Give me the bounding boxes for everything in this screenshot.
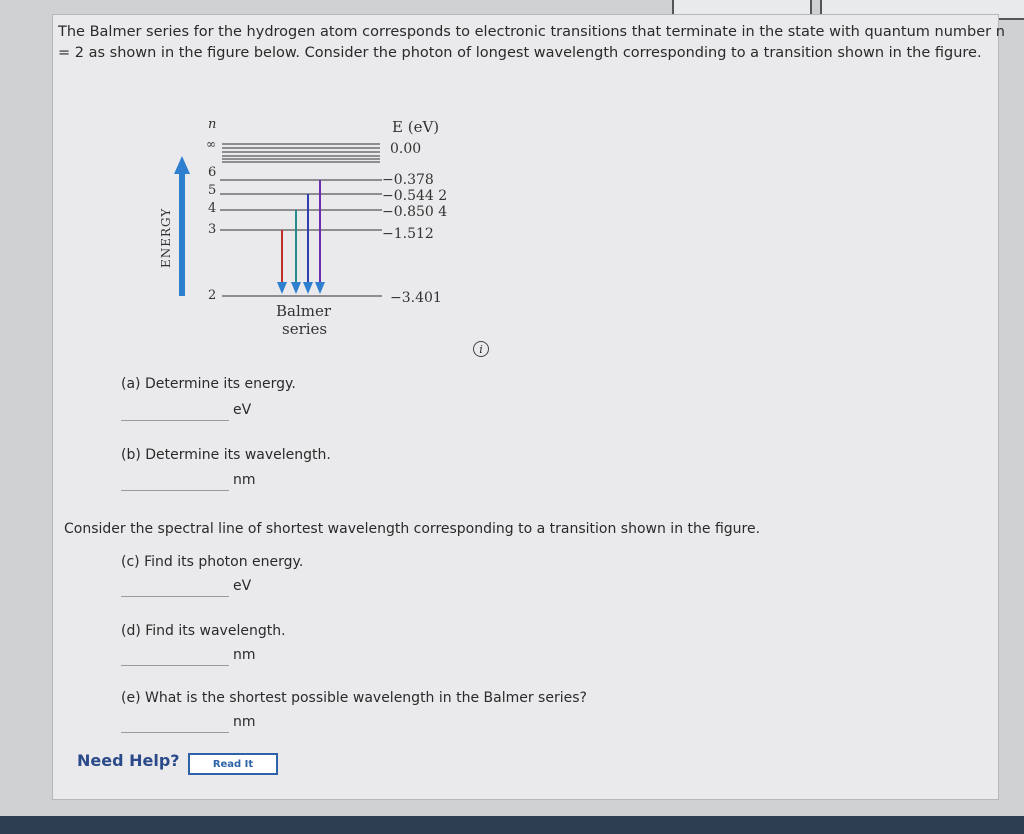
series-label-line1: Balmer: [276, 302, 332, 320]
problem-statement: The Balmer series for the hydrogen atom corresponds to electronic transitions that terminate in the state with quantum number n = 2 as shown in the figure below. Consider the photon of longest wavelength corresponding to a transition shown in the figure.: [58, 24, 1005, 61]
level-n-label: 4: [208, 201, 217, 216]
n-header: n: [208, 117, 217, 132]
answer-d-unit: nm: [233, 647, 256, 663]
answer-a-unit: eV: [233, 402, 252, 418]
transition-6-to-2: [315, 180, 325, 294]
series-label-line2: series: [282, 320, 328, 338]
answer-c-unit: eV: [233, 578, 252, 594]
energy-axis-arrowhead: [174, 156, 190, 174]
info-icon[interactable]: i: [473, 341, 489, 357]
question-a: (a) Determine its energy.: [121, 376, 296, 392]
energy-level-diagram: [150, 108, 480, 348]
level-n-label: 5: [208, 183, 217, 198]
shortest-wavelength-prompt: Consider the spectral line of shortest wavelength corresponding to a transition shown in the figure.: [64, 521, 761, 537]
read-it-button[interactable]: Read It: [188, 753, 278, 775]
level-infinity: [206, 137, 421, 162]
level-e-label: −0.850 4: [382, 204, 448, 220]
level-e-label: 0.00: [390, 141, 422, 157]
answer-b-unit: nm: [233, 472, 256, 488]
transition-4-to-2: [291, 210, 301, 294]
level-n-label: 6: [208, 165, 217, 180]
answer-b-input[interactable]: [121, 470, 229, 491]
transition-5-to-2: [303, 194, 313, 294]
question-b: (b) Determine its wavelength.: [121, 447, 331, 463]
level-n-label: ∞: [206, 137, 216, 151]
level-e-label: −3.401: [390, 290, 442, 306]
energy-axis-label: ENERGY: [159, 207, 173, 268]
level-4: [208, 201, 447, 220]
level-e-label: −0.544 2: [382, 188, 448, 204]
level-e-label: −1.512: [382, 226, 434, 242]
answer-d-input[interactable]: [121, 645, 229, 666]
question-e: (e) What is the shortest possible wavelength in the Balmer series?: [121, 690, 587, 706]
level-n-label: 3: [208, 222, 217, 237]
energy-header: E (eV): [392, 118, 440, 136]
answer-e-unit: nm: [233, 714, 256, 730]
answer-e-input[interactable]: [121, 712, 229, 733]
question-c: (c) Find its photon energy.: [121, 554, 304, 570]
answer-a-input[interactable]: [121, 400, 229, 421]
answer-c-input[interactable]: [121, 576, 229, 597]
need-help-label: Need Help?: [77, 751, 180, 770]
level-e-label: −0.378: [382, 172, 434, 188]
transition-3-to-2: [277, 230, 287, 294]
question-d: (d) Find its wavelength.: [121, 623, 286, 639]
level-n-label: 2: [208, 288, 217, 303]
bottom-taskbar: [0, 816, 1024, 834]
